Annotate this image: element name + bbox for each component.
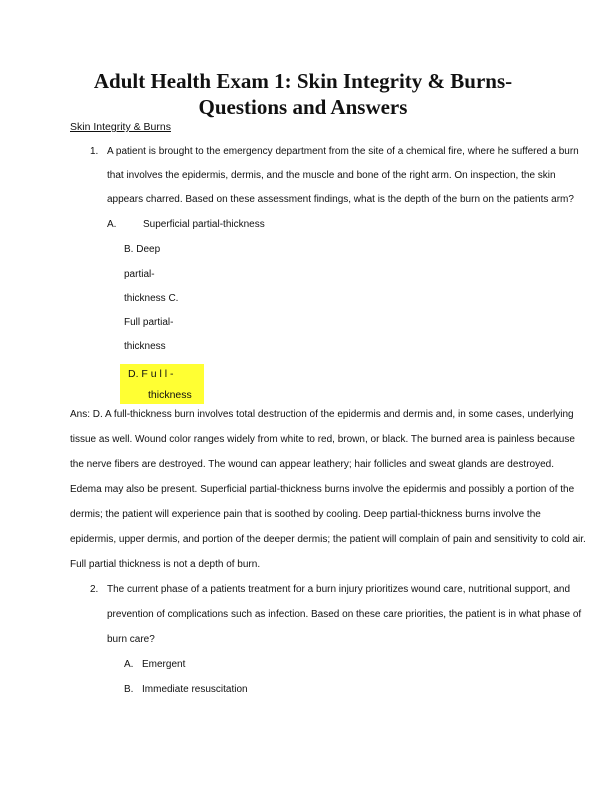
question-1-answer-line-3: the nerve fibers are destroyed. The wound can appear leathery; hair follicles and sweat glands are destroyed.	[70, 459, 554, 470]
question-1-answer-line-5: dermis; the patient will experience pain that is soothed by cooling. Deep partial-thickness burns involve the	[70, 509, 541, 520]
question-2-option-b-text: Immediate resuscitation	[142, 684, 248, 695]
question-2-number: 2.	[90, 584, 99, 595]
question-2-option-a-letter: A.	[124, 659, 134, 670]
question-1-option-b-line-1: B. Deep	[124, 244, 161, 255]
question-1-option-a-letter: A.	[107, 219, 117, 230]
question-1-answer-line-2: tissue as well. Wound color ranges widely from white to red, brown, or black. The burned area is painless because	[70, 434, 575, 445]
question-2-option-b-letter: B.	[124, 684, 134, 695]
document-title-line-2: Questions and Answers	[198, 95, 408, 119]
question-1-answer-line-7: Full partial thickness is not a depth of burn.	[70, 559, 261, 570]
document-title	[40, 68, 566, 120]
question-2-stem-line-3: burn care?	[107, 634, 155, 645]
answer-highlight	[120, 364, 204, 404]
question-1-stem-line-1: A patient is brought to the emergency department from the site of a chemical fire, where he suffered a burn	[107, 146, 579, 157]
question-1-number: 1.	[90, 146, 99, 157]
question-1-stem-line-2: that involves the epidermis, dermis, and the muscle and bone of the right arm. On inspection, the skin	[107, 170, 556, 181]
question-2-option-a-text: Emergent	[142, 659, 186, 670]
question-2-stem-line-2: prevention of complications such as infection. Based on these care priorities, the patient is in what phase of	[107, 609, 582, 620]
question-1-option-c-line-1: Full partial-	[124, 317, 174, 328]
question-1-option-a-text: Superficial partial-thickness	[143, 219, 265, 230]
question-2-stem-line-1: The current phase of a patients treatment for a burn injury prioritizes wound care, nutritional support, and	[107, 584, 571, 595]
section-heading: Skin Integrity & Burns	[70, 121, 171, 133]
question-1-option-d-line-1: D. F u l l -	[128, 368, 174, 380]
question-1-option-b-line-3: thickness C.	[124, 293, 179, 304]
question-1-stem-line-3: appears charred. Based on these assessment findings, what is the depth of the burn on the patients arm?	[107, 194, 574, 205]
question-1-option-c-line-2: thickness	[124, 341, 166, 352]
question-1-option-b-line-2: partial-	[124, 269, 155, 280]
question-1-answer-line-6: epidermis, upper dermis, and portion of the deeper dermis; the patient will complain of pain and sensitivity to cold air.	[70, 534, 586, 545]
question-1-answer-line-1: Ans: D. A full-thickness burn involves total destruction of the epidermis and dermis and, in some cases, underlying	[70, 409, 574, 420]
question-1-option-d-line-2: thickness	[148, 389, 192, 401]
question-1-answer-line-4: Edema may also be present. Superficial partial-thickness burns involve the epidermis and possibly a portion of the	[70, 484, 575, 495]
document-title-line-1: Adult Health Exam 1: Skin Integrity & Burns-	[93, 69, 513, 93]
